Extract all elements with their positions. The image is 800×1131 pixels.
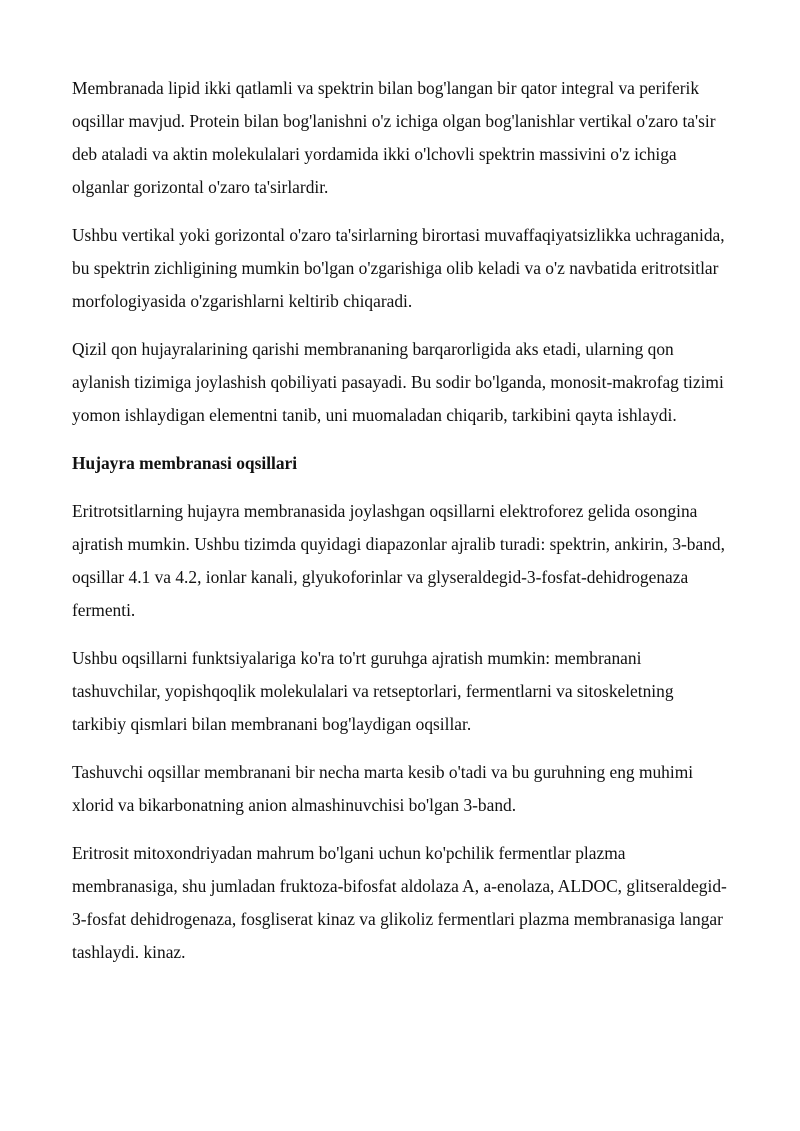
paragraph-interaction-failure: Ushbu vertikal yoki gorizontal o'zaro ta'sirlarning birortasi muvaffaqiyatsizlikka uchraganida, bu spektrin zichligining mumkin bo'lgan o'zgarishiga olib keladi va o'z navbatida eritrotsitlar morfologiyasida o'zgarishlarni keltirib chiqaradi. xyxy=(72,225,725,311)
paragraph-cell-aging: Qizil qon hujayralarining qarishi membrananing barqarorligida aks etadi, ularning qon aylanish tizimiga joylashish qobiliyati pasayadi. Bu sodir bo'lganda, monosit-makrofag tizimi yomon ishlaydigan elementni tanib, uni muomaladan chiqarib, tarkibini qayta ishlaydi. xyxy=(72,339,724,425)
document-page xyxy=(72,72,728,984)
paragraph-electrophoresis: Eritrotsitlarning hujayra membranasida joylashgan oqsillarni elektroforez gelida osongina ajratish mumkin. Ushbu tizimda quyidagi diapazonlar ajralib turadi: spektrin, ankirin, 3-band, oqsillar 4.1 va 4.2, ionlar kanali, glyukoforinlar va glyseraldegid-3-fosfat-dehidrogenaza fermenti. xyxy=(72,501,725,620)
paragraph-enzymes: Eritrosit mitoxondriyadan mahrum bo'lgani uchun ko'pchilik fermentlar plazma membranasiga, shu jumladan fruktoza-bifosfat aldolaza A, a-enolaza, ALDOC, glitseraldegid-3-fosfat dehidrogenaza, fosgliserat kinaz va glikoliz fermentlari plazma membranasiga langar tashlaydi. kinaz. xyxy=(72,843,727,962)
paragraph-protein-groups: Ushbu oqsillarni funktsiyalariga ko'ra to'rt guruhga ajratish mumkin: membranani tashuvchilar, yopishqoqlik molekulalari va retseptorlari, fermentlarni va sitoskeletning tarkibiy qismlari bilan membranani bog'laydigan oqsillar. xyxy=(72,648,674,734)
paragraph-lipid-bilayer: Membranada lipid ikki qatlamli va spektrin bilan bog'langan bir qator integral va periferik oqsillar mavjud. Protein bilan bog'lanishni o'z ichiga olgan bog'lanishlar vertikal o'zaro ta'sir deb ataladi va aktin molekulalari yordamida ikki o'lchovli spektrin massivini o'z ichiga olganlar gorizontal o'zaro ta'sirlardir. xyxy=(72,78,716,197)
paragraph-transport-proteins: Tashuvchi oqsillar membranani bir necha marta kesib o'tadi va bu guruhning eng muhimi xlorid va bikarbonatning anion almashinuvchisi bo'lgan 3-band. xyxy=(72,762,694,815)
section-heading: Hujayra membranasi oqsillari xyxy=(72,453,298,473)
